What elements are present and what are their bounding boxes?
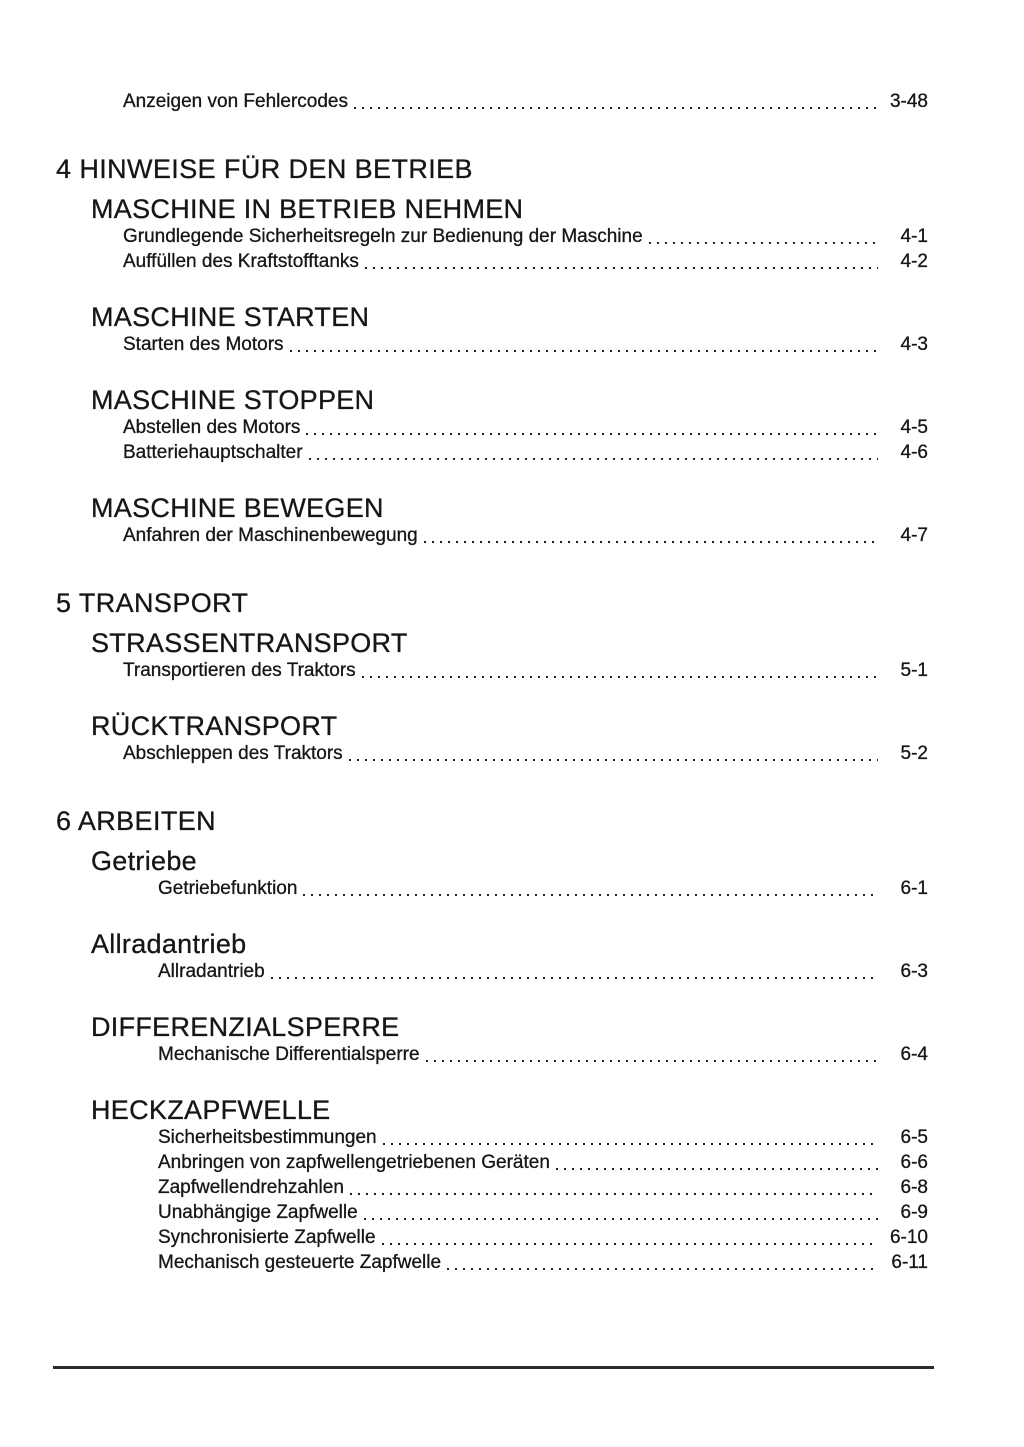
toc-entry-page: 6-1 (900, 878, 928, 899)
toc-entry-page: 5-2 (900, 743, 928, 764)
dot-leader (303, 894, 878, 896)
dot-leader (354, 107, 878, 109)
dot-leader (382, 1243, 878, 1245)
toc-entry-page: 3-48 (889, 91, 928, 112)
toc-entry-page: 6-9 (900, 1202, 928, 1223)
chapter (0, 154, 1024, 548)
dot-leader (365, 267, 878, 269)
toc-entry-row (0, 89, 1024, 114)
toc-entry-row (0, 332, 1024, 357)
toc-entry-page: 4-7 (900, 525, 928, 546)
toc-entry-row (0, 224, 1024, 249)
section (0, 493, 1024, 548)
toc-entry-page: 6-5 (900, 1127, 928, 1148)
toc-entry-row (0, 1175, 1024, 1200)
toc-entry-page: 6-3 (900, 961, 928, 982)
section (0, 1095, 1024, 1275)
toc-entry-label: Allradantrieb (158, 961, 265, 982)
section-title: DIFFERENZIALSPERRE (91, 1012, 400, 1042)
toc-entry-row (0, 658, 1024, 683)
toc-entry-label: Sicherheitsbestimmungen (158, 1127, 377, 1148)
toc-entry-page: 5-1 (900, 660, 928, 681)
dot-leader (349, 759, 878, 761)
section-title: Getriebe (91, 846, 197, 876)
toc-entry-label: Unabhängige Zapfwelle (158, 1202, 358, 1223)
section-title: RÜCKTRANSPORT (91, 711, 338, 741)
section-title: HECKZAPFWELLE (91, 1095, 331, 1125)
toc-entry-page: 4-1 (900, 226, 928, 247)
toc-entry-page: 4-2 (900, 251, 928, 272)
toc-chapters (0, 154, 1024, 1275)
dot-leader (350, 1193, 878, 1195)
chapter-title: 6 ARBEITEN (56, 806, 217, 836)
section (0, 302, 1024, 357)
dot-leader (364, 1218, 878, 1220)
dot-leader (362, 676, 878, 678)
toc-entry-row (0, 959, 1024, 984)
dot-leader (447, 1268, 878, 1270)
toc-entry-row (0, 1225, 1024, 1250)
toc-entry-page: 4-6 (900, 442, 928, 463)
toc-entry-page: 6-11 (891, 1252, 928, 1273)
section-title: MASCHINE STOPPEN (91, 385, 375, 415)
section (0, 194, 1024, 274)
dot-leader (306, 433, 878, 435)
dot-leader (556, 1168, 878, 1170)
toc-entry-label: Batteriehauptschalter (123, 442, 303, 463)
section (0, 711, 1024, 766)
dot-leader (290, 350, 878, 352)
toc-entry-page: 4-5 (900, 417, 928, 438)
toc-entry-label: Abstellen des Motors (123, 417, 301, 438)
dot-leader (383, 1143, 878, 1145)
section (0, 1012, 1024, 1067)
toc-entry-page: 4-3 (900, 334, 928, 355)
toc-entry-row (0, 876, 1024, 901)
section-title: MASCHINE BEWEGEN (91, 493, 384, 523)
section-title: Allradantrieb (91, 929, 247, 959)
dot-leader (649, 242, 878, 244)
toc-entry-row (0, 415, 1024, 440)
toc-entry-row (0, 523, 1024, 548)
section (0, 929, 1024, 984)
toc-entry-label: Anzeigen von Fehlercodes (123, 91, 348, 112)
toc-entry-row (0, 249, 1024, 274)
chapter (0, 806, 1024, 1275)
toc-entry-label: Getriebefunktion (158, 878, 298, 899)
toc-entry-label: Anfahren der Maschinenbewegung (123, 525, 418, 546)
toc-entry-row (0, 1200, 1024, 1225)
bottom-rule (53, 1366, 934, 1369)
toc-entry-row (0, 1250, 1024, 1275)
section (0, 385, 1024, 465)
section (0, 846, 1024, 901)
toc-entry-page: 6-6 (900, 1152, 928, 1173)
dot-leader (426, 1060, 878, 1062)
toc-entry-page: 6-10 (889, 1227, 928, 1248)
dot-leader (309, 458, 878, 460)
dot-leader (424, 541, 878, 543)
dot-leader (271, 977, 878, 979)
section (0, 628, 1024, 683)
toc-entry-row (0, 1150, 1024, 1175)
toc-entry-row (0, 440, 1024, 465)
toc-entry-label: Auffüllen des Kraftstofftanks (123, 251, 359, 272)
toc-entry-label: Anbringen von zapfwellengetriebenen Geräten (158, 1152, 550, 1173)
toc-entry-page: 6-4 (900, 1044, 928, 1065)
toc-entry-row (0, 1125, 1024, 1150)
chapter-title: 4 HINWEISE FÜR DEN BETRIEB (56, 154, 473, 184)
section-title: MASCHINE STARTEN (91, 302, 370, 332)
toc-entry-page: 6-8 (900, 1177, 928, 1198)
toc-entry-label: Mechanische Differentialsperre (158, 1044, 420, 1065)
toc-entry-row (0, 741, 1024, 766)
toc-entry-label: Mechanisch gesteuerte Zapfwelle (158, 1252, 442, 1273)
toc-entry-label: Starten des Motors (123, 334, 284, 355)
toc-entry-row (0, 1042, 1024, 1067)
toc-entry-label: Transportieren des Traktors (123, 660, 356, 681)
toc-entry-label: Synchronisierte Zapfwelle (158, 1227, 376, 1248)
toc-entry-label: Grundlegende Sicherheitsregeln zur Bedienung der Maschine (123, 226, 643, 247)
section-title: STRASSENTRANSPORT (91, 628, 408, 658)
toc-entry-label: Zapfwellendrehzahlen (158, 1177, 344, 1198)
chapter (0, 588, 1024, 766)
toc-entry-label: Abschleppen des Traktors (123, 743, 343, 764)
section-title: MASCHINE IN BETRIEB NEHMEN (91, 194, 524, 224)
chapter-title: 5 TRANSPORT (56, 588, 249, 618)
